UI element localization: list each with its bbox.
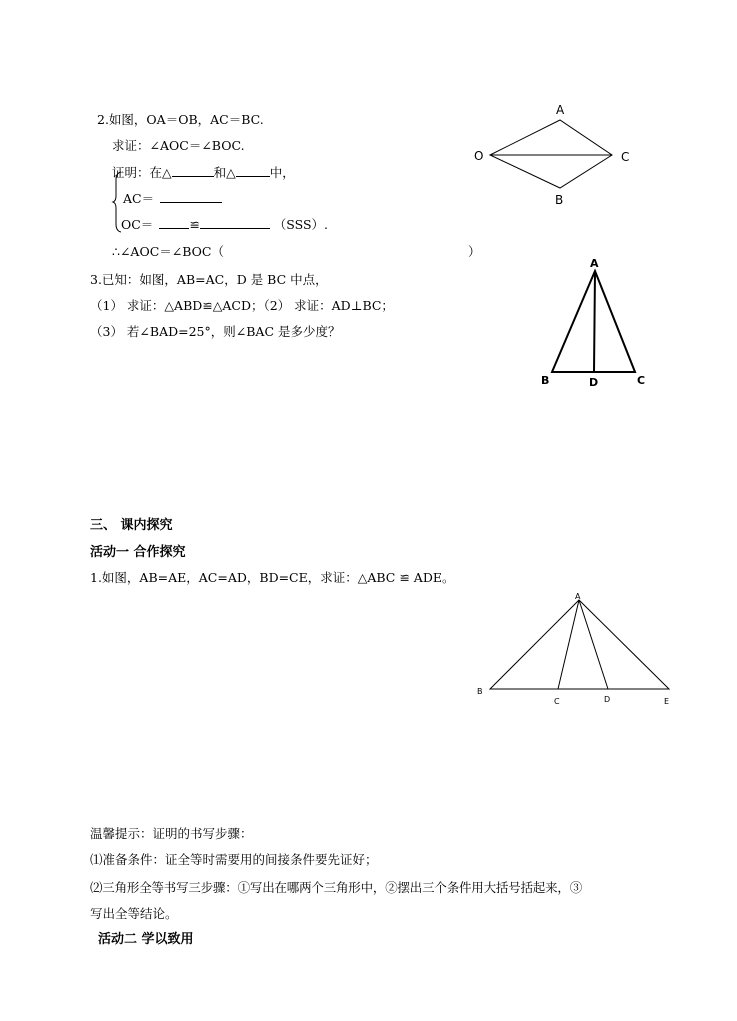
blank-oc-1[interactable] <box>159 216 189 229</box>
median-ad <box>594 271 595 372</box>
problem2-statement: 2.如图，OA＝OB，AC＝BC. <box>97 112 264 127</box>
cevian-label-d: D <box>604 695 611 704</box>
triangle-label-d: D <box>589 376 599 389</box>
kite-outline <box>490 120 612 188</box>
congruent-symbol: ≌ <box>189 217 200 232</box>
triangle-label-a: A <box>590 257 599 270</box>
triangle-abe <box>490 600 669 689</box>
problem2-proof-intro <box>112 164 295 181</box>
blank-ac[interactable] <box>160 190 222 203</box>
problem2-conclusion-close: ） <box>468 244 481 259</box>
section3-heading: 三、 课内探究 <box>90 518 173 533</box>
figure-triangle-cevians <box>474 590 674 710</box>
cevian-label-e: E <box>664 697 670 706</box>
problem3-statement: 3.已知：如图，AB=AC，D 是 BC 中点， <box>90 272 328 287</box>
proof-intro-in: 中， <box>269 165 295 180</box>
segment-ad <box>579 600 608 689</box>
problem2-conclusion: ∴∠AOC＝∠BOC（ <box>112 244 224 259</box>
blank-triangle-2[interactable] <box>236 164 270 177</box>
triangle-label-b: B <box>541 374 550 387</box>
proof-condition-oc <box>121 216 328 233</box>
kite-label-b: B <box>555 193 564 207</box>
proof-intro-text: 证明：在△ <box>112 165 172 180</box>
blank-oc-2[interactable] <box>200 216 270 229</box>
cevian-label-b: B <box>477 687 483 696</box>
kite-label-c: C <box>621 150 630 164</box>
problem2-prove: 求证：∠AOC＝∠BOC. <box>112 138 245 153</box>
cevian-label-a: A <box>575 592 581 601</box>
figure-isosceles-triangle <box>535 255 665 395</box>
cevian-label-c: C <box>554 697 560 706</box>
section3-problem1: 1.如图，AB=AE，AC=AD，BD=CE，求证：△ABC ≌ ADE。 <box>90 570 455 585</box>
segment-ac <box>558 600 579 689</box>
kite-label-o: O <box>474 149 484 163</box>
sss-label: （SSS）. <box>273 217 329 232</box>
tips-title: 温馨提示：证明的书写步骤： <box>90 826 253 841</box>
kite-label-a: A <box>556 103 565 117</box>
tips-step2-cont: 写出全等结论。 <box>90 906 178 921</box>
activity1-heading: 活动一 合作探究 <box>90 545 186 560</box>
tips-step2: ⑵三角形全等书写三步骤：①写出在哪两个三角形中，②摆出三个条件用大括号括起来，③ <box>90 880 583 895</box>
proof-condition-ac <box>123 190 222 207</box>
problem3-part1-2: （1） 求证：△ABD≌△ACD；（2） 求证：AD⊥BC； <box>90 298 394 313</box>
triangle-label-c: C <box>637 374 646 387</box>
figure-kite <box>470 100 630 210</box>
blank-triangle-1[interactable] <box>172 164 214 177</box>
condition-ac-text: AC＝ <box>123 191 155 206</box>
proof-intro-and: 和△ <box>213 165 236 180</box>
condition-oc-text: OC＝ <box>121 217 154 232</box>
activity2-heading: 活动二 学以致用 <box>98 932 194 947</box>
problem3-part3: （3） 若∠BAD=25°，则∠BAC 是多少度？ <box>90 324 341 339</box>
tips-step1: ⑴准备条件：证全等时需要用的间接条件要先证好； <box>90 852 378 867</box>
